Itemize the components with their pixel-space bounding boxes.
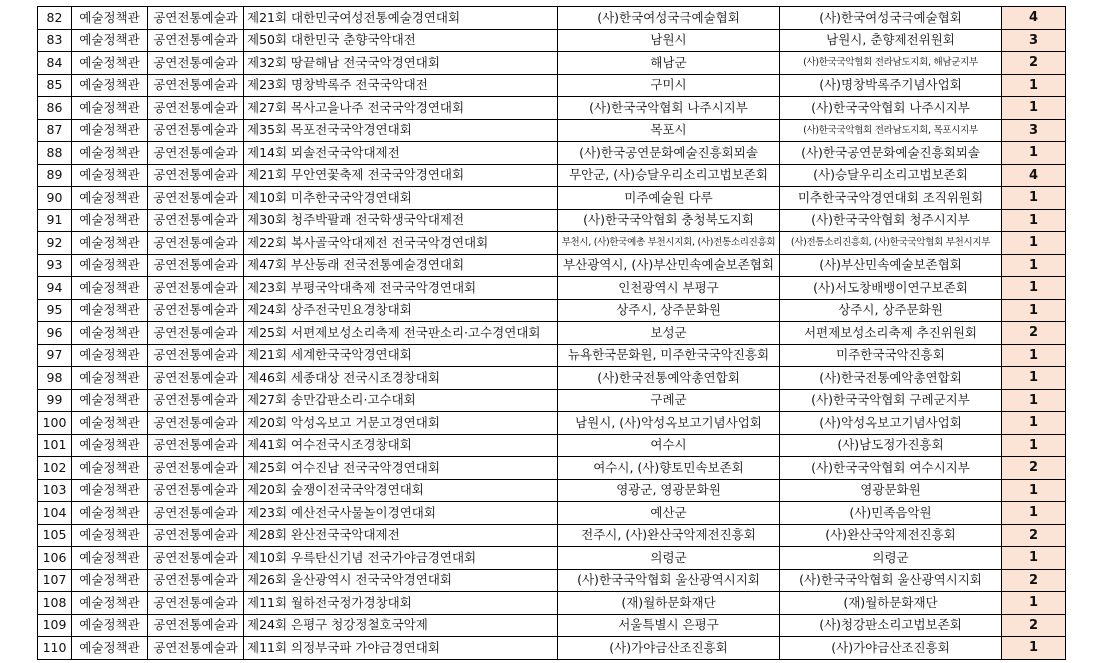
department-cell: 공연전통예술과 (148, 164, 244, 187)
host-cell: 영광군, 영광문화원 (558, 479, 780, 502)
bureau-cell: 예술정책관 (72, 29, 148, 52)
table-row (38, 299, 1066, 322)
organizer-cell: (사)민족음악원 (780, 502, 1002, 525)
table-row (38, 367, 1066, 390)
bureau-cell: 예술정책관 (72, 389, 148, 412)
department-cell: 공연전통예술과 (148, 547, 244, 570)
event-name-cell: 제10회 우륵탄신기념 전국가야금경연대회 (244, 547, 558, 570)
table-row (38, 389, 1066, 412)
count-cell: 2 (1002, 524, 1066, 547)
organizer-cell: 미추한국국악경연대회 조직위원회 (780, 187, 1002, 210)
department-cell: 공연전통예술과 (148, 187, 244, 210)
count-cell: 1 (1002, 637, 1066, 660)
table-row (38, 119, 1066, 142)
count-cell: 1 (1002, 142, 1066, 165)
organizer-cell: 의령군 (780, 547, 1002, 570)
organizer-cell: 상주시, 상주문화원 (780, 299, 1002, 322)
row-number: 105 (38, 524, 72, 547)
organizer-cell: (사)악성옥보고기념사업회 (780, 412, 1002, 435)
host-cell: 서울특별시 은평구 (558, 614, 780, 637)
row-number: 98 (38, 367, 72, 390)
bureau-cell: 예술정책관 (72, 209, 148, 232)
bureau-cell: 예술정책관 (72, 277, 148, 300)
bureau-cell: 예술정책관 (72, 142, 148, 165)
bureau-cell: 예술정책관 (72, 524, 148, 547)
department-cell: 공연전통예술과 (148, 614, 244, 637)
event-name-cell: 제25회 서편제보성소리축제 전국판소리·고수경연대회 (244, 322, 558, 345)
event-name-cell: 제50회 대한민국 춘향국악대전 (244, 29, 558, 52)
bureau-cell: 예술정책관 (72, 614, 148, 637)
count-cell: 1 (1002, 502, 1066, 525)
bureau-cell: 예술정책관 (72, 457, 148, 480)
department-cell: 공연전통예술과 (148, 7, 244, 30)
department-cell: 공연전통예술과 (148, 502, 244, 525)
count-cell: 4 (1002, 7, 1066, 30)
event-name-cell: 제27회 송만갑판소리·고수대회 (244, 389, 558, 412)
table-row (38, 7, 1066, 30)
count-cell: 1 (1002, 389, 1066, 412)
organizer-cell: (사)한국국악협회 나주시지부 (780, 97, 1002, 120)
event-name-cell: 제47회 부산동래 전국전통예술경연대회 (244, 254, 558, 277)
host-cell: 남원시 (558, 29, 780, 52)
department-cell: 공연전통예술과 (148, 209, 244, 232)
event-name-cell: 제23회 명창박록주 전국국악대전 (244, 74, 558, 97)
event-name-cell: 제20회 악성옥보고 거문고경연대회 (244, 412, 558, 435)
event-name-cell: 제11회 월하전국정가경창대회 (244, 592, 558, 615)
department-cell: 공연전통예술과 (148, 524, 244, 547)
department-cell: 공연전통예술과 (148, 412, 244, 435)
event-name-cell: 제23회 예산전국사물놀이경연대회 (244, 502, 558, 525)
department-cell: 공연전통예술과 (148, 52, 244, 75)
count-cell: 3 (1002, 29, 1066, 52)
row-number: 108 (38, 592, 72, 615)
organizer-cell: (사)한국전통예악총연합회 (780, 367, 1002, 390)
count-cell: 1 (1002, 344, 1066, 367)
department-cell: 공연전통예술과 (148, 232, 244, 255)
department-cell: 공연전통예술과 (148, 142, 244, 165)
table-row (38, 187, 1066, 210)
row-number: 97 (38, 344, 72, 367)
event-name-cell: 제24회 상주전국민요경창대회 (244, 299, 558, 322)
organizer-cell: (사)한국국악협회 여수시지부 (780, 457, 1002, 480)
event-name-cell: 제21회 대한민국여성전통예술경연대회 (244, 7, 558, 30)
row-number: 100 (38, 412, 72, 435)
event-name-cell: 제24회 은평구 청강정철호국악제 (244, 614, 558, 637)
host-cell: (사)한국국악협회 울산광역시지회 (558, 569, 780, 592)
count-cell: 2 (1002, 52, 1066, 75)
count-cell: 1 (1002, 592, 1066, 615)
table-body (38, 7, 1066, 660)
host-cell: (사)한국국악협회 나주시지부 (558, 97, 780, 120)
count-cell: 1 (1002, 209, 1066, 232)
host-cell: 뉴욕한국문화원, 미주한국국악진흥회 (558, 344, 780, 367)
event-name-cell: 제46회 세종대상 전국시조경창대회 (244, 367, 558, 390)
host-cell: 구미시 (558, 74, 780, 97)
table-row (38, 547, 1066, 570)
bureau-cell: 예술정책관 (72, 97, 148, 120)
host-cell: 해남군 (558, 52, 780, 75)
department-cell: 공연전통예술과 (148, 29, 244, 52)
row-number: 104 (38, 502, 72, 525)
bureau-cell: 예술정책관 (72, 52, 148, 75)
organizer-cell: (사)완산국악제전진흥회 (780, 524, 1002, 547)
event-name-cell: 제35회 목포전국국악경연대회 (244, 119, 558, 142)
event-name-cell: 제26회 울산광역시 전국국악경연대회 (244, 569, 558, 592)
row-number: 96 (38, 322, 72, 345)
count-cell: 4 (1002, 164, 1066, 187)
table-row (38, 592, 1066, 615)
table-row (38, 344, 1066, 367)
organizer-cell: 영광문화원 (780, 479, 1002, 502)
event-name-cell: 제25회 여수진남 전국국악경연대회 (244, 457, 558, 480)
count-cell: 1 (1002, 187, 1066, 210)
event-name-cell: 제10회 미추한국국악경연대회 (244, 187, 558, 210)
department-cell: 공연전통예술과 (148, 254, 244, 277)
organizer-cell: 남원시, 춘향제전위원회 (780, 29, 1002, 52)
organizer-cell: (사)남도정가진흥회 (780, 434, 1002, 457)
table-row (38, 524, 1066, 547)
row-number: 109 (38, 614, 72, 637)
table-row (38, 434, 1066, 457)
bureau-cell: 예술정책관 (72, 502, 148, 525)
organizer-cell: (사)전통소리진흥회, (사)한국국악협회 부천시지부 (780, 232, 1002, 255)
bureau-cell: 예술정책관 (72, 367, 148, 390)
count-cell: 2 (1002, 569, 1066, 592)
organizer-cell: (사)서도창배뱅이연구보존회 (780, 277, 1002, 300)
bureau-cell: 예술정책관 (72, 187, 148, 210)
bureau-cell: 예술정책관 (72, 547, 148, 570)
host-cell: 보성군 (558, 322, 780, 345)
event-name-cell: 제21회 세계한국국악경연대회 (244, 344, 558, 367)
bureau-cell: 예술정책관 (72, 232, 148, 255)
count-cell: 1 (1002, 412, 1066, 435)
department-cell: 공연전통예술과 (148, 479, 244, 502)
event-name-cell: 제28회 완산전국국악대제전 (244, 524, 558, 547)
row-number: 99 (38, 389, 72, 412)
host-cell: (사)한국공연문화예술진흥회뫼솔 (558, 142, 780, 165)
count-cell: 2 (1002, 457, 1066, 480)
row-number: 103 (38, 479, 72, 502)
bureau-cell: 예술정책관 (72, 164, 148, 187)
row-number: 92 (38, 232, 72, 255)
host-cell: 인천광역시 부평구 (558, 277, 780, 300)
host-cell: 부산광역시, (사)부산민속예술보존협회 (558, 254, 780, 277)
bureau-cell: 예술정책관 (72, 74, 148, 97)
count-cell: 1 (1002, 367, 1066, 390)
table-row (38, 254, 1066, 277)
host-cell: 미주예술원 다루 (558, 187, 780, 210)
row-number: 85 (38, 74, 72, 97)
organizer-cell: 미주한국국악진흥회 (780, 344, 1002, 367)
row-number: 93 (38, 254, 72, 277)
row-number: 106 (38, 547, 72, 570)
table-row (38, 277, 1066, 300)
awards-table (37, 6, 1066, 660)
table-row (38, 637, 1066, 660)
row-number: 95 (38, 299, 72, 322)
table-row (38, 412, 1066, 435)
count-cell: 2 (1002, 322, 1066, 345)
bureau-cell: 예술정책관 (72, 569, 148, 592)
organizer-cell: (사)한국국악협회 구례군지부 (780, 389, 1002, 412)
host-cell: 예산군 (558, 502, 780, 525)
event-name-cell: 제20회 숲쟁이전국국악경연대회 (244, 479, 558, 502)
count-cell: 3 (1002, 119, 1066, 142)
department-cell: 공연전통예술과 (148, 299, 244, 322)
department-cell: 공연전통예술과 (148, 637, 244, 660)
bureau-cell: 예술정책관 (72, 592, 148, 615)
bureau-cell: 예술정책관 (72, 254, 148, 277)
bureau-cell: 예술정책관 (72, 412, 148, 435)
department-cell: 공연전통예술과 (148, 344, 244, 367)
bureau-cell: 예술정책관 (72, 344, 148, 367)
row-number: 87 (38, 119, 72, 142)
bureau-cell: 예술정책관 (72, 119, 148, 142)
table-row (38, 479, 1066, 502)
host-cell: (재)월하문화재단 (558, 592, 780, 615)
row-number: 90 (38, 187, 72, 210)
count-cell: 1 (1002, 232, 1066, 255)
organizer-cell: (사)명창박록주기념사업회 (780, 74, 1002, 97)
event-name-cell: 제23회 부평국악대축제 전국국악경연대회 (244, 277, 558, 300)
organizer-cell: (사)청강판소리고법보존회 (780, 614, 1002, 637)
bureau-cell: 예술정책관 (72, 322, 148, 345)
host-cell: (사)한국전통예악총연합회 (558, 367, 780, 390)
bureau-cell: 예술정책관 (72, 299, 148, 322)
count-cell: 1 (1002, 74, 1066, 97)
department-cell: 공연전통예술과 (148, 322, 244, 345)
table-row (38, 97, 1066, 120)
organizer-cell: (사)승달우리소리고법보존회 (780, 164, 1002, 187)
count-cell: 1 (1002, 254, 1066, 277)
table-row (38, 209, 1066, 232)
host-cell: (사)한국국악협회 충청북도지회 (558, 209, 780, 232)
table-row (38, 569, 1066, 592)
table-row (38, 614, 1066, 637)
count-cell: 1 (1002, 434, 1066, 457)
department-cell: 공연전통예술과 (148, 74, 244, 97)
table-row (38, 232, 1066, 255)
organizer-cell: (재)월하문화재단 (780, 592, 1002, 615)
host-cell: 여수시, (사)향토민속보존회 (558, 457, 780, 480)
count-cell: 1 (1002, 479, 1066, 502)
count-cell: 1 (1002, 97, 1066, 120)
row-number: 91 (38, 209, 72, 232)
department-cell: 공연전통예술과 (148, 367, 244, 390)
table-row (38, 74, 1066, 97)
row-number: 82 (38, 7, 72, 30)
event-name-cell: 제27회 목사고을나주 전국국악경연대회 (244, 97, 558, 120)
department-cell: 공연전통예술과 (148, 434, 244, 457)
row-number: 110 (38, 637, 72, 660)
table-row (38, 502, 1066, 525)
organizer-cell: (사)한국공연문화예술진흥회뫼솔 (780, 142, 1002, 165)
organizer-cell: (사)가야금산조진흥회 (780, 637, 1002, 660)
row-number: 86 (38, 97, 72, 120)
organizer-cell: (사)부산민속예술보존협회 (780, 254, 1002, 277)
table-row (38, 457, 1066, 480)
organizer-cell: (사)한국국악협회 울산광역시지회 (780, 569, 1002, 592)
row-number: 94 (38, 277, 72, 300)
row-number: 89 (38, 164, 72, 187)
host-cell: 무안군, (사)승달우리소리고법보존회 (558, 164, 780, 187)
host-cell: 구례군 (558, 389, 780, 412)
bureau-cell: 예술정책관 (72, 637, 148, 660)
host-cell: (사)가야금산조진흥회 (558, 637, 780, 660)
department-cell: 공연전통예술과 (148, 389, 244, 412)
event-name-cell: 제30회 청주박팔괘 전국학생국악대제전 (244, 209, 558, 232)
bureau-cell: 예술정책관 (72, 7, 148, 30)
row-number: 88 (38, 142, 72, 165)
row-number: 83 (38, 29, 72, 52)
department-cell: 공연전통예술과 (148, 592, 244, 615)
bureau-cell: 예술정책관 (72, 479, 148, 502)
count-cell: 2 (1002, 614, 1066, 637)
host-cell: 전주시, (사)완산국악제전진흥회 (558, 524, 780, 547)
table-row (38, 52, 1066, 75)
event-name-cell: 제22회 복사골국악대제전 전국국악경연대회 (244, 232, 558, 255)
row-number: 102 (38, 457, 72, 480)
count-cell: 1 (1002, 277, 1066, 300)
host-cell: 상주시, 상주문화원 (558, 299, 780, 322)
count-cell: 1 (1002, 299, 1066, 322)
table-row (38, 29, 1066, 52)
department-cell: 공연전통예술과 (148, 569, 244, 592)
row-number: 101 (38, 434, 72, 457)
count-cell: 1 (1002, 547, 1066, 570)
host-cell: 목포시 (558, 119, 780, 142)
event-name-cell: 제11회 의정부국파 가야금경연대회 (244, 637, 558, 660)
row-number: 107 (38, 569, 72, 592)
table-row (38, 142, 1066, 165)
organizer-cell: (사)한국국악협회 청주시지부 (780, 209, 1002, 232)
department-cell: 공연전통예술과 (148, 97, 244, 120)
event-name-cell: 제32회 땅끝해남 전국국악경연대회 (244, 52, 558, 75)
host-cell: 의령군 (558, 547, 780, 570)
host-cell: 부천시, (사)한국예총 부천시지회, (사)전통소리진흥회 (558, 232, 780, 255)
event-name-cell: 제21회 무안연꽃축제 전국국악경연대회 (244, 164, 558, 187)
bureau-cell: 예술정책관 (72, 434, 148, 457)
table-row (38, 322, 1066, 345)
department-cell: 공연전통예술과 (148, 119, 244, 142)
organizer-cell: (사)한국국악협회 전라남도지회, 목포시지부 (780, 119, 1002, 142)
row-number: 84 (38, 52, 72, 75)
event-name-cell: 제14회 뫼솔전국국악대제전 (244, 142, 558, 165)
organizer-cell: (사)한국여성국극예술협회 (780, 7, 1002, 30)
organizer-cell: (사)한국국악협회 전라남도지회, 해남군지부 (780, 52, 1002, 75)
host-cell: 남원시, (사)악성옥보고기념사업회 (558, 412, 780, 435)
organizer-cell: 서편제보성소리축제 추진위원회 (780, 322, 1002, 345)
host-cell: 여수시 (558, 434, 780, 457)
department-cell: 공연전통예술과 (148, 457, 244, 480)
table-row (38, 164, 1066, 187)
host-cell: (사)한국여성국극예술협회 (558, 7, 780, 30)
event-name-cell: 제41회 여수전국시조경창대회 (244, 434, 558, 457)
department-cell: 공연전통예술과 (148, 277, 244, 300)
